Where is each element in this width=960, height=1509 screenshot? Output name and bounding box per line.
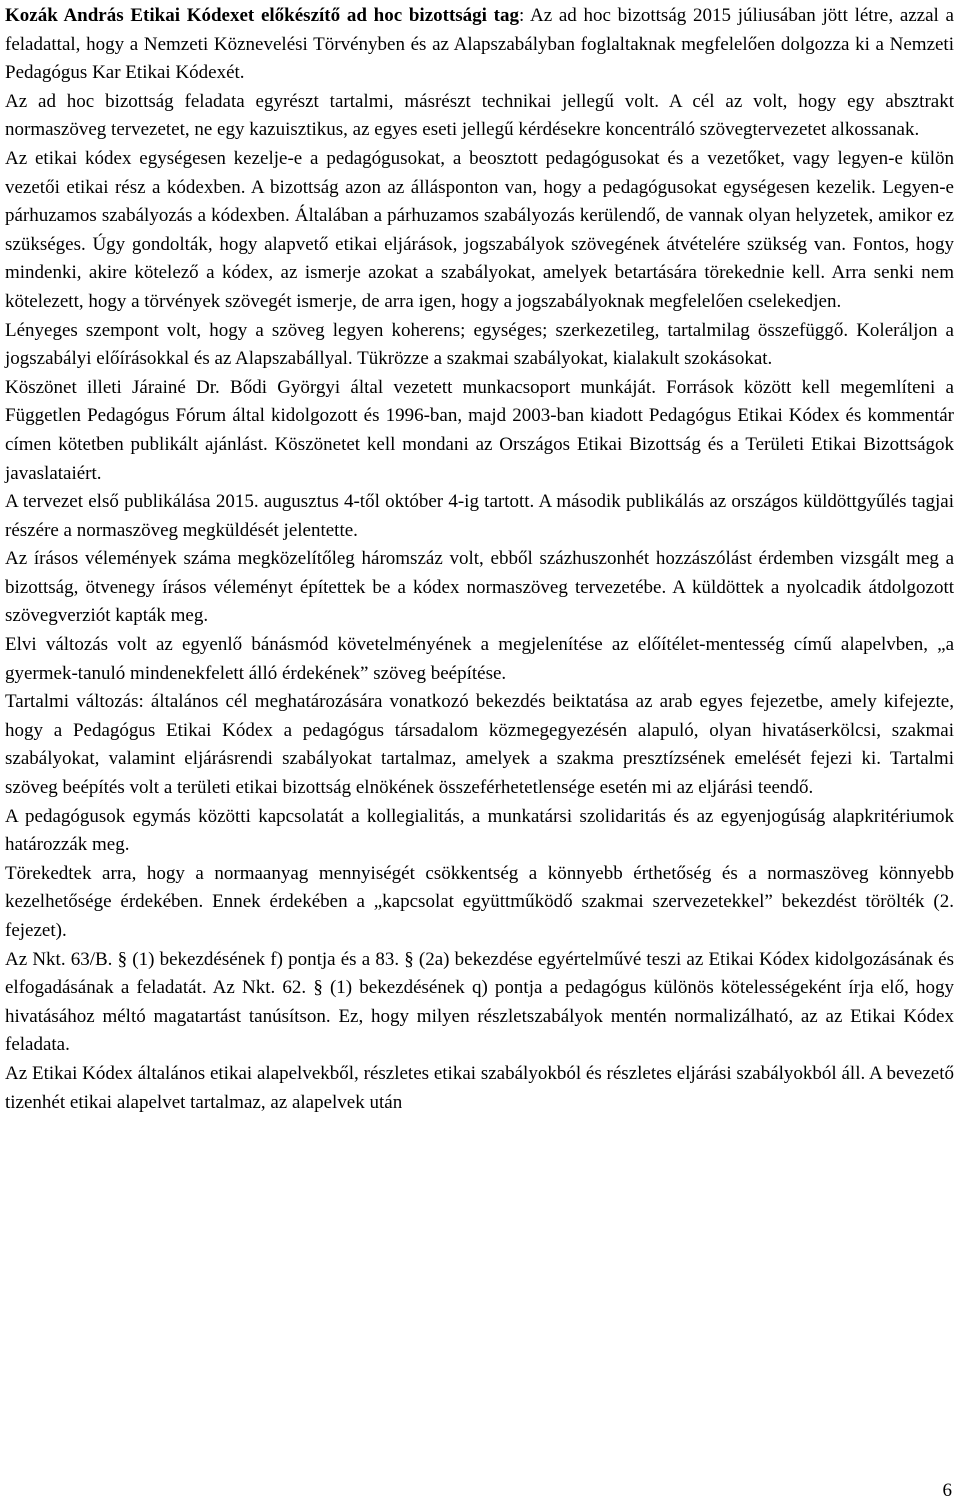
paragraph: Törekedtek arra, hogy a normaanyag mennyiségét csökkentség a könnyebb érthetőség és a normaszöveg könnyebb kezelhetősége érdekében. Ennek érdekében a „kapcsolat együttműködő szakmai szervezetekkel” bekezdést törölték (2. fejezet). — [5, 862, 954, 941]
paragraph: Az írásos vélemények száma megközelítőleg háromszáz volt, ebből százhuszonhét hozzászólást érdemben vizsgált meg a bizottság, ötvenegy írásos véleményt építettek be a kódex normaszöveg tervezetébe. A küldöttek a nyolcadik átdolgozott szövegverziót kapták meg. — [5, 548, 954, 627]
paragraph: Köszönet illeti Járainé Dr. Bődi Györgyi által vezetett munkacsoport munkáját. Források között kell megemlíteni a Független Pedagógus Fórum által kidolgozott és 1996-ban, majd 2003-ban kiadott Pedagógus Etikai Kódex és kommentár címen kötetben publikált ajánlást. Köszönetet kell mondani az Országos Etikai Bizottság és a Területi Etikai Bizottságok javaslataiért. — [5, 376, 954, 484]
paragraph: Lényeges szempont volt, hogy a szöveg legyen koherens; egységes; szerkezetileg, tartalmilag összefüggő. Koleráljon a jogszabályi előírásokkal és az Alapszabállyal. Tükrözze a szakmai szabályokat, kialakult szokásokat. — [5, 319, 954, 370]
paragraph: Tartalmi változás: általános cél meghatározására vonatkozó bekezdés beiktatása az arab egyes fejezetbe, amely kifejezte, hogy a Pedagógus Etikai Kódex a pedagógus társadalom közmegegyezésén alapuló, olyan hivatáserkölcsi, szakmai szabályokat, valamint eljárásrendi szabályokat tartalmaz, amelyek a szakma presztízsének emelését fejezi ki. Tartalmi szöveg beépítés volt a területi etikai bizottság elnökének összeférhetetlensége esetén mi az eljárási teendő. — [5, 691, 954, 799]
paragraph-text: : Az ad hoc bizottság 2015 júliusában jött létre, azzal a feladattal, hogy a Nemzeti Köznevelési Törvényben és az Alapszabályban foglaltaknak megfelelően dolgozza ki a Nemzeti Pedagógus Kar Etikai Kódexét. — [5, 5, 954, 84]
author-heading: Kozák András Etikai Kódexet előkészítő ad hoc bizottsági tag — [5, 5, 520, 26]
page-number: 6 — [942, 1480, 952, 1501]
paragraph: Az etikai kódex egységesen kezelje-e a pedagógusokat, a beosztott pedagógusokat és a vezetőket, vagy legyen-e külön vezetői etikai rész a kódexben. A bizottság azon az állásponton van, hogy a pedagógusokat egységesen kezelik. Legyen-e párhuzamos szabályozás a kódexben. Általában a párhuzamos szabályozás kerülendő, de vannak olyan helyzetek, amikor ez szükséges. Úgy gondolták, hogy alapvető etikai eljárások, jogszabályok szövegének átvételére szükség van. Fontos, hogy mindenki, akire kötelező a kódex, az ismerje azokat a szabályokat, amelyek betartására törekednie kell. Arra senki nem kötelezett, hogy a törvények szövegét ismerje, de arra igen, hogy a jogszabályoknak megfelelően cselekedjen. — [5, 147, 954, 312]
paragraph: A tervezet első publikálása 2015. augusztus 4-től október 4-ig tartott. A második publikálás az országos küldöttgyűlés tagjai részére a normaszöveg megküldését jelentette. — [5, 491, 954, 541]
paragraph: Az Etikai Kódex általános etikai alapelvekből, részletes etikai szabályokból és részletes eljárási szabályokból áll. A bevezető tizenhét etikai alapelvet tartalmaz, az alapelvek után — [5, 1062, 954, 1113]
paragraph: A pedagógusok egymás közötti kapcsolatát a kollegialitás, a munkatársi szolidaritás és az egyenjogúság alapkritériumok határozzák meg. — [5, 805, 954, 856]
document-body — [5, 2, 954, 1117]
paragraph: Elvi változás volt az egyenlő bánásmód követelményének a megjelenítése az előítélet-mentesség című alapelvben, „a gyermek-tanuló mindenekfelett álló érdekének” szöveg beépítése. — [5, 634, 954, 684]
paragraph: Az ad hoc bizottság feladata egyrészt tartalmi, másrészt technikai jellegű volt. A cél az volt, hogy egy absztrakt normaszöveg tervezetet, ne egy kazuisztikus, az egyes eseti jellegű kérdésekre koncentráló szövegtervezetet alkossanak. — [5, 90, 954, 141]
paragraph-intro — [5, 2, 954, 88]
paragraph: Az Nkt. 63/B. § (1) bekezdésének f) pontja és a 83. § (2a) bekezdése egyértelművé teszi az Etikai Kódex kidolgozásának és elfogadásának a feladatát. Az Nkt. 62. § (1) bekezdésének q) pontja a pedagógus különös kötelességeként írja elő, hogy hivatásához méltó magatartást tanúsítson. Ez, hogy milyen részletszabályok mentén normalizálható, az az Etikai Kódex feladata. — [5, 948, 954, 1056]
